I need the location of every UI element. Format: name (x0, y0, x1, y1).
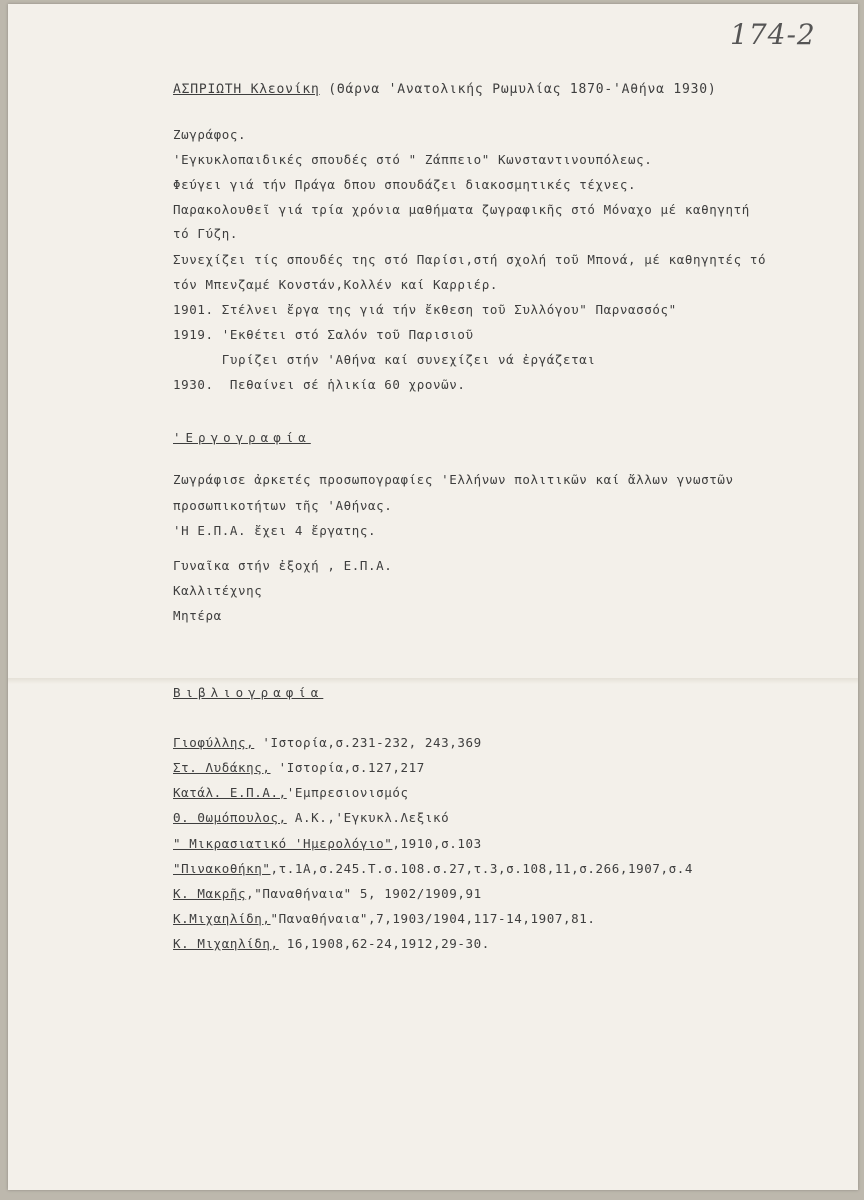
bib-ref: Κ.Μιχαηλίδη, (173, 911, 271, 926)
bio-line: τό Γύζη. (173, 226, 239, 241)
bib-detail: ,1910,σ.103 (392, 836, 482, 851)
work-item: Καλλιτέχνης (173, 583, 263, 598)
bibliography-entry (173, 810, 449, 825)
bio-line: 'Εγκυκλοπαιδικές σπουδές στό " Ζάππειο" Κωνσταντινουπόλεως. (173, 152, 653, 167)
works-heading: 'Εργογραφία (173, 430, 311, 445)
bib-detail: ,τ.1Α,σ.245.Τ.σ.108.σ.27,τ.3,σ.108,11,σ.266,1907,σ.4 (270, 861, 694, 876)
bib-ref: Κ. Μακρῆς (173, 886, 247, 901)
work-item: Γυναῖκα στήν ἐξοχή , Ε.Π.Α. (173, 558, 393, 573)
bib-ref: Κ. Μιχαηλίδη, (173, 936, 279, 951)
bibliography-entry (173, 836, 482, 851)
bib-ref: Στ. Λυδάκης, (173, 760, 271, 775)
bib-detail: 'Ιστορία,σ.127,217 (270, 760, 425, 775)
bio-line: 1901. Στέλνει ἔργα της γιά τήν ἔκθεση τοῦ Συλλόγου" Παρνασσός" (173, 302, 677, 317)
works-line: Ζωγράφισε ἀρκετές προσωπογραφίες 'Ελλήνων πολιτικῶν καί ἄλλων γνωστῶν (173, 472, 734, 487)
bibliography-entry (173, 911, 596, 926)
bio-line: Φεύγει γιά τήν Πράγα δπου σπουδάζει διακοσμητικές τέχνες. (173, 177, 637, 192)
bibliography-entry (173, 735, 482, 750)
bio-line: τόν Μπενζαμέ Κονστάν,Κολλέν καί Καρριέρ. (173, 277, 499, 292)
bio-line: Συνεχίζει τίς σπουδές της στό Παρίσι,στή σχολή τοῦ Μπονά, μέ καθηγητές τό (173, 252, 767, 267)
bib-detail: Α.Κ.,'Εγκυκλ.Λεξικό (286, 810, 450, 825)
bio-line: 1930. Πεθαίνει σέ ἡλικία 60 χρονῶν. (173, 377, 466, 392)
bibliography-entry (173, 861, 693, 876)
artist-name: ΑΣΠΡΙΩΤΗ Κλεονίκη (173, 82, 320, 97)
bibliography-entry (173, 785, 409, 800)
bib-ref: " Μικρασιατικό 'Ημερολόγιο" (173, 836, 393, 851)
bib-ref: "Πινακοθήκη" (173, 861, 271, 876)
document-page (8, 4, 858, 1190)
paper-fold (8, 678, 858, 684)
bibliography-heading: Βιβλιογραφία (173, 685, 324, 700)
bib-ref: Θ. Θωμόπουλος, (173, 810, 287, 825)
document-title (173, 82, 716, 97)
artist-dates: (Θάρνα 'Ανατολικής Ρωμυλίας 1870-'Αθήνα 1930) (319, 82, 717, 97)
bib-detail: "Παναθήναια",7,1903/1904,117-14,1907,81. (270, 911, 596, 926)
bib-detail: 'Εμπρεσιονισμός (286, 785, 409, 800)
bibliography-entry (173, 760, 425, 775)
works-line: προσωπικοτήτων τῆς 'Αθήνας. (173, 498, 393, 513)
work-item: Μητέρα (173, 608, 222, 623)
works-line: 'Η Ε.Π.Α. ἔχει 4 ἔργατης. (173, 523, 377, 538)
bib-detail: 16,1908,62-24,1912,29-30. (278, 936, 490, 951)
bio-line: Παρακολουθεῖ γιά τρία χρόνια μαθήματα ζωγραφικῆς στό Μόναχο μέ καθηγητή (173, 202, 750, 217)
bio-line: Ζωγράφος. (173, 127, 247, 142)
bio-line: 1919. 'Εκθέτει στό Σαλόν τοῦ Παρισιοῦ (173, 327, 474, 342)
bibliography-entry (173, 886, 482, 901)
archive-number: 174-2 (730, 18, 816, 51)
bib-detail: 'Ιστορία,σ.231-232, 243,369 (254, 735, 482, 750)
bib-detail: ,"Παναθήναια" 5, 1902/1909,91 (246, 886, 482, 901)
bio-line: Γυρίζει στήν 'Αθήνα καί συνεχίζει νά ἐργάζεται (173, 352, 596, 367)
bibliography-entry (173, 936, 490, 951)
bib-ref: Κατάλ. Ε.Π.Α., (173, 785, 287, 800)
bib-ref: Γιοφύλλης, (173, 735, 255, 750)
